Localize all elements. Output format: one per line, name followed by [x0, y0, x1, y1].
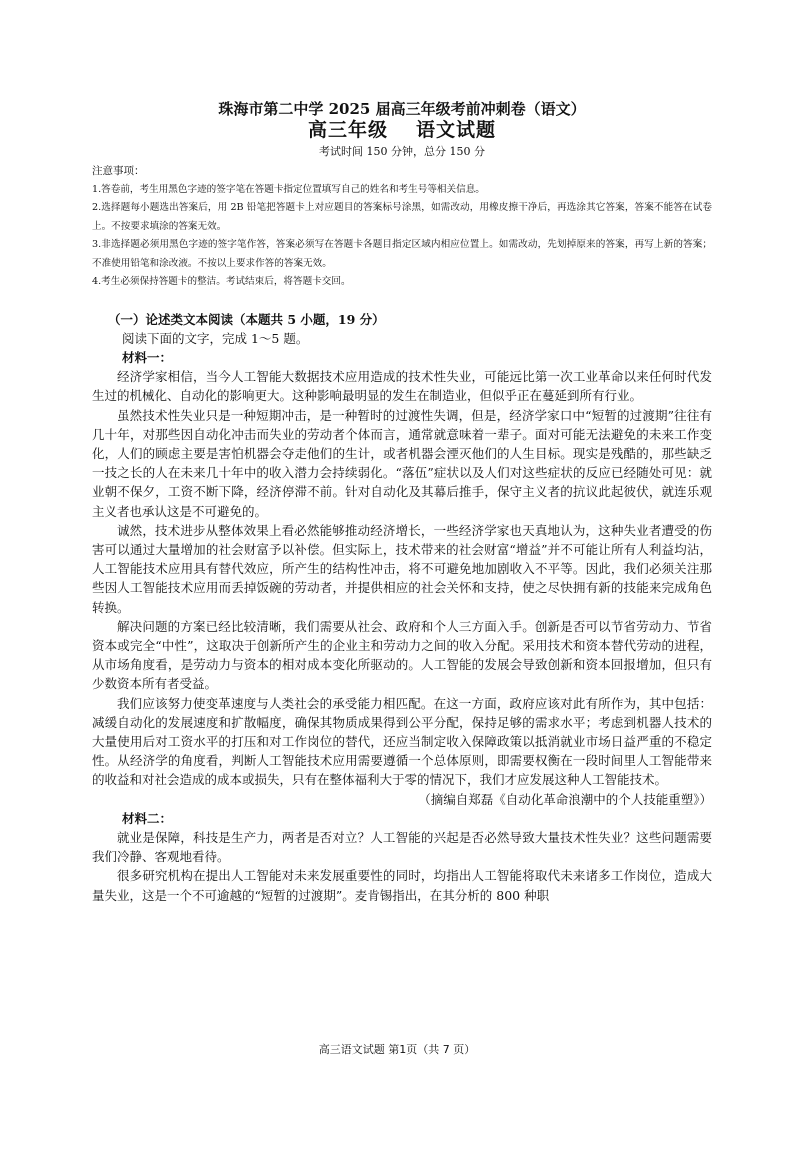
note-item-1: 1.答卷前，考生用黑色字迹的签字笔在答题卡指定位置填写自己的姓名和考生号等相关信息。	[92, 183, 485, 195]
exam-subtitle	[92, 118, 712, 142]
material-1-paragraph: 我们应该努力使变革速度与人类社会的承受能力相匹配。在这一方面，政府应该对此有所作为，其中包括：减缓自动化的发展速度和扩散幅度，确保其物质成果得到公平分配，保持足够的需求水平；考虑到机器人技术的大量使用后对工资水平的打压和对工作岗位的替代，还应当制定收入保障政策以抵消就业市场日益严重的不稳定性。从经济学的角度看，判断人工智能技术应用需要遵循一个总体原则，即需要权衡在一段时间里人工智能带来的收益和对社会造成的成本或损失，只有在整体福利大于零的情况下，我们才应发展这种人工智能技术。	[92, 695, 712, 788]
exam-title: 珠海市第二中学 2025 届高三年级考前冲刺卷（语文）	[218, 100, 586, 118]
material-1-paragraph: 经济学家相信，当今人工智能大数据技术应用造成的技术性失业，可能远比第一次工业革命以来任何时代发生过的机械化、自动化的影响更大。这种影响最明显的发生在制造业，但似乎正在蔓延到所有行业。	[92, 369, 712, 404]
material-1-paragraph: 解决问题的方案已经比较清晰，我们需要从社会、政府和个人三方面入手。创新是否可以节省劳动力、节省资本或完全“中性”，这取决于创新所产生的企业主和劳动力之间的收入分配。采用技术和资本替代劳动的进程，从市场角度看，是劳动力与资本的相对成本变化所驱动的。人工智能的发展会导致创新和资本回报增加，但只有少数资本所有者受益。	[92, 618, 712, 692]
notes-heading: 注意事项：	[92, 165, 145, 177]
page-footer: 高三语文试题 第1页（共 7 页）	[318, 1043, 476, 1056]
section-title: （一）论述类文本阅读（本题共 5 小题，19 分）	[108, 311, 385, 327]
material-2-paragraph: 很多研究机构在提出人工智能对未来发展重要性的同时，均指出人工智能将取代未来诸多工作岗位，造成大量失业，这是一个不可逾越的“短暂的过渡期”。麦肯锡指出，在其分析的 800 种职	[92, 868, 712, 903]
section-instruction: 阅读下面的文字，完成 1～5 题。	[122, 330, 309, 346]
material-2-paragraph: 就业是保障，科技是生产力，两者是否对立？人工智能的兴起是否必然导致大量技术性失业？这些问题需要我们冷静、客观地看待。	[92, 829, 712, 865]
subject-label: 语文试题	[416, 119, 497, 141]
note-item-2: 2.选择题每小题选出答案后，用 2B 铅笔把答题卡上对应题目的答案标号涂黑，如需改动，用橡皮擦干净后，再选涂其它答案，答案不能答在试卷上。不按要求填涂的答案无效。	[92, 202, 712, 232]
note-item-4: 4.考生必须保持答题卡的整洁。考试结束后，将答题卡交回。	[92, 276, 351, 287]
reading-section	[92, 310, 712, 905]
material-2-label: 材料二：	[122, 810, 173, 826]
material-1-label: 材料一：	[122, 349, 173, 365]
exam-time-info: 考试时间 150 分钟，总分 150 分	[319, 145, 485, 158]
material-1-paragraph: 虽然技术性失业只是一种短期冲击，是一种暂时的过渡性失调，但是，经济学家口中“短暂的过渡期”往往有几十年，对那些因自动化冲击而失业的劳动者个体而言，通常就意味着一辈子。面对可能无法避免的未来工作变化，人们的顾虑主要是害怕机器会夺走他们的生计，或者机器会湮灭他们的人生目标。现实是残酷的，那些缺乏一技之长的人在未来几十年中的收入潜力会持续弱化。“落伍”症状以及人们对这些症状的反应已经随处可见：就业朝不保夕，工资不断下降，经济停滞不前。针对自动化及其幕后推手，保守主义者的抗议此起彼伏，就连乐观主义者也承认这是不可避免的。	[92, 407, 712, 519]
grade-label: 高三年级	[307, 119, 388, 141]
note-item-3: 3.非选择题必须用黑色字迹的签字笔作答，答案必须写在答题卡各题目指定区域内相应位置上。如需改动，先划掉原来的答案，再写上新的答案；不准使用铅笔和涂改液。不按以上要求作答的答案无效。	[92, 239, 712, 269]
exam-page	[92, 100, 712, 905]
exam-notes	[92, 162, 712, 292]
material-1-paragraph: 诚然，技术进步从整体效果上看必然能够推动经济增长，一些经济学家也天真地认为，这种失业者遭受的伤害可以通过大量增加的社会财富予以补偿。但实际上，技术带来的社会财富“增益”并不可能让所有人利益均沾，人工智能技术应用具有替代效应，所产生的结构性冲击，将不可避免地加剧收入不平等。因此，我们必须关注那些因人工智能技术应用而丢掉饭碗的劳动者，并提供相应的社会关怀和支持，使之尽快拥有新的技能来完成角色转换。	[92, 522, 712, 615]
material-1-source: （摘编自郑磊《自动化革命浪潮中的个人技能重塑》）	[418, 791, 712, 807]
